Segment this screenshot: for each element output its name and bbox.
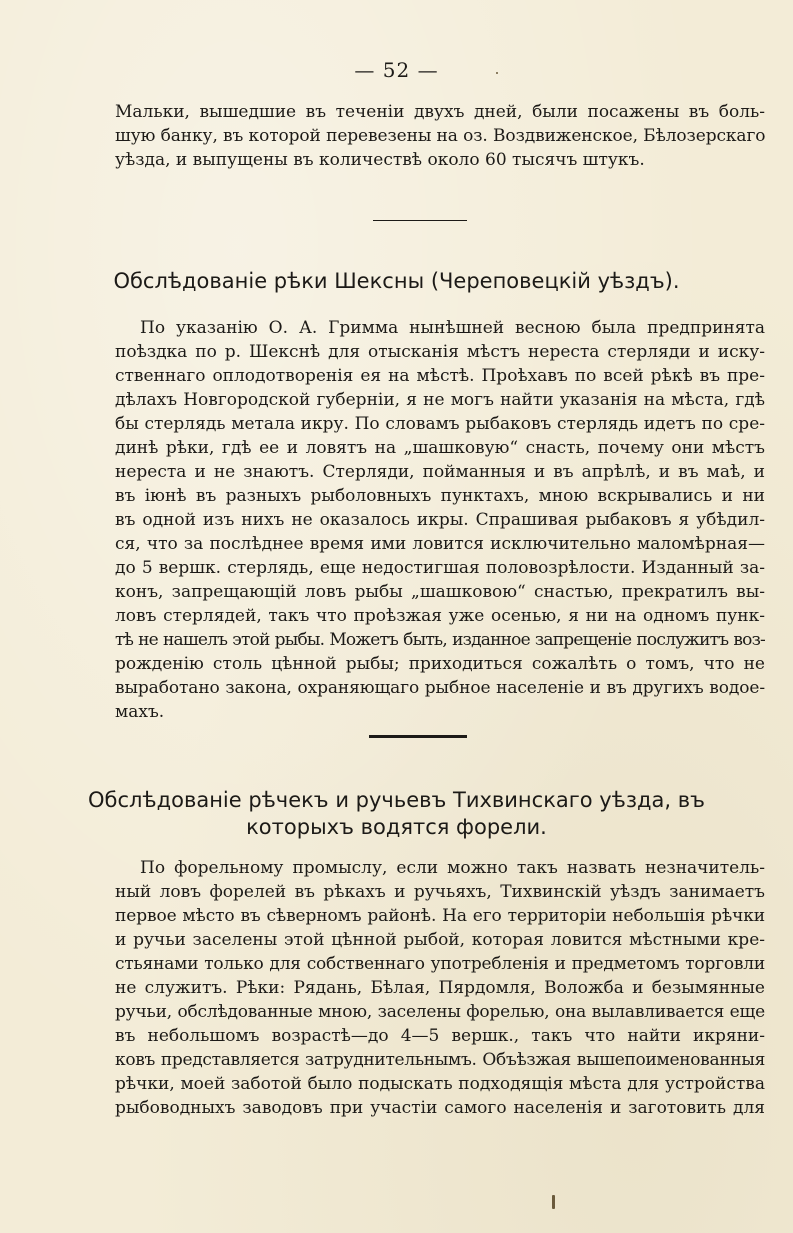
- text-line: поѣздка по р. Шекснѣ для отысканія мѣстъ нереста стерляди и иску-: [115, 342, 765, 362]
- text-line: ловъ стерлядей, такъ что проѣзжая уже осенью, я ни на одномъ пунк-: [115, 606, 765, 626]
- text-line: до 5 вершк. стерлядь, еще недостигшая половозрѣлости. Изданный за-: [115, 558, 765, 578]
- text-line: ручьи, обслѣдованные мною, заселены форелью, она вылавливается еще: [115, 1002, 765, 1022]
- text-line: По форельному промыслу, если можно такъ назвать незначитель-: [140, 858, 765, 878]
- text-line: По указанію О. А. Гримма нынѣшней весною была предпринята: [140, 318, 765, 338]
- intro-paragraph: [115, 100, 765, 172]
- text-line: бы стерлядь метала икру. По словамъ рыбаковъ стерлядь идетъ по сре-: [115, 414, 765, 434]
- text-line: конъ, запрещающій ловъ рыбы „шашковою“ снастью, прекратилъ вы-: [115, 582, 765, 602]
- text-line: дѣлахъ Новгородской губерніи, я не могъ найти указанія на мѣста, гдѣ: [115, 390, 765, 410]
- text-line: рожденію столь цѣнной рыбы; приходиться сожалѣть о томъ, что не: [115, 654, 765, 674]
- text-line: рыбоводныхъ заводовъ при участіи самого населенія и заготовить для: [115, 1098, 765, 1118]
- text-line: ковъ представляется затруднительнымъ. Объѣзжая вышепоименованныя: [115, 1050, 765, 1070]
- text-line: рѣчки, моей заботой было подыскать подходящія мѣста для устройства: [115, 1074, 765, 1094]
- section1-paragraph: [115, 316, 765, 724]
- text-line: не служитъ. Рѣки: Рядань, Бѣлая, Пярдомля, Воложба и безымянные: [115, 978, 765, 998]
- text-line: первое мѣсто въ сѣверномъ районѣ. На его территоріи небольшія рѣчки: [115, 906, 765, 926]
- text-line: махъ.: [115, 702, 165, 722]
- section2-title-line: которыхъ водятся форели.: [246, 815, 547, 839]
- text-line: динѣ рѣки, гдѣ ее и ловятъ на „шашковую“ снасть, почему они мѣстъ: [115, 438, 765, 458]
- text-line: шую банку, въ которой перевезены на оз. Воздвиженское, Бѣлозерскаго: [115, 126, 766, 146]
- section2-paragraph: [115, 856, 765, 1120]
- scan-speck: [552, 1195, 555, 1209]
- section-divider-thick: [369, 735, 467, 738]
- text-line: стьянами только для собственнаго употребленія и предметомъ торговли: [115, 954, 765, 974]
- page-number: — 52 —: [354, 58, 439, 82]
- text-line: ся, что за послѣднее время ими ловится исключительно маломѣрная—: [115, 534, 765, 554]
- text-line: тѣ не нашелъ этой рыбы. Можетъ быть, изданное запрещеніе послужитъ воз-: [115, 630, 765, 650]
- text-line: нереста и не знаютъ. Стерляди, пойманныя и въ апрѣлѣ, и въ маѣ, и: [115, 462, 765, 482]
- scan-speck: [496, 72, 498, 74]
- section1-title: Обслѣдованіе рѣки Шексны (Череповецкій уѣздъ).: [113, 269, 680, 293]
- text-line: въ небольшомъ возрастѣ—до 4—5 вершк., такъ что найти икряни-: [115, 1026, 765, 1046]
- text-line: ственнаго оплодотворенія ея на мѣстѣ. Проѣхавъ по всей рѣкѣ въ пре-: [115, 366, 765, 386]
- section2-title-line: Обслѣдованіе рѣчекъ и ручьевъ Тихвинскаго уѣзда, въ: [88, 788, 705, 812]
- text-line: и ручьи заселены этой цѣнной рыбой, которая ловится мѣстными кре-: [115, 930, 765, 950]
- section2-title: [0, 787, 793, 841]
- text-line: въ іюнѣ въ разныхъ рыболовныхъ пунктахъ, мною вскрывались и ни: [115, 486, 765, 506]
- text-line: Мальки, вышедшие въ теченіи двухъ дней, были посажены въ боль-: [115, 102, 765, 122]
- text-line: въ одной изъ нихъ не оказалось икры. Спрашивая рыбаковъ я убѣдил-: [115, 510, 765, 530]
- text-line: уѣзда, и выпущены въ количествѣ около 60 тысячъ штукъ.: [115, 150, 645, 170]
- section-divider-thin: [373, 220, 467, 221]
- text-line: ный ловъ форелей въ рѣкахъ и ручьяхъ, Тихвинскій уѣздъ занимаетъ: [115, 882, 765, 902]
- text-line: выработано закона, охраняющаго рыбное населеніе и въ другихъ водое-: [115, 678, 765, 698]
